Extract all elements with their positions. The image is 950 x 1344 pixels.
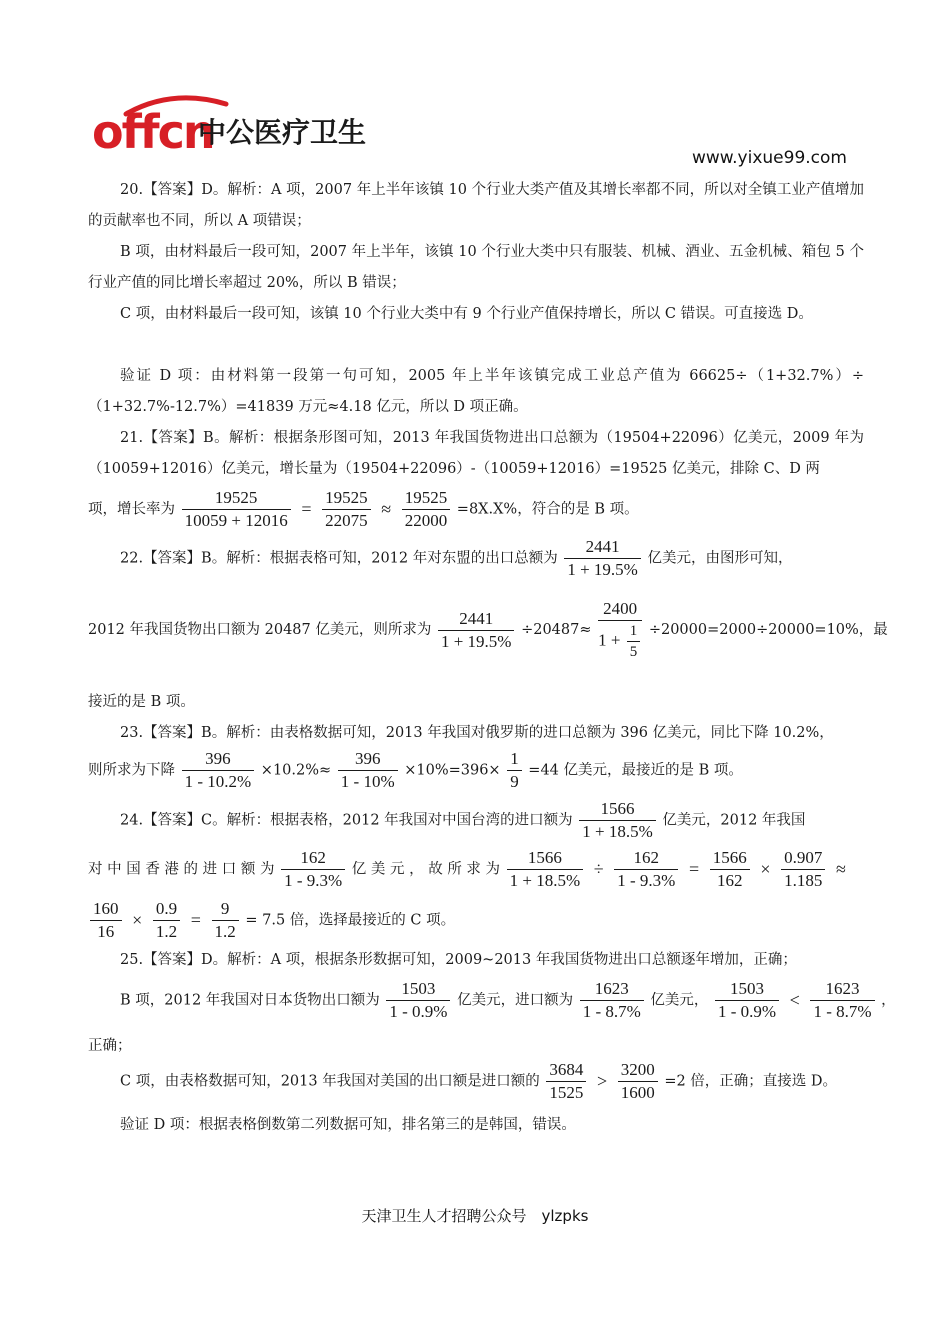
q24-times-2: × [132,910,143,930]
q24-mid2: 亿 美 元 ， 故 所 求 为 [351,861,501,878]
q22-nested-fraction: $\frac{1}{5}$ [627,621,641,662]
q24-fraction-2: $\frac{162}{1 - 9.3\%}$ [281,847,345,892]
q22-mid: 亿美元，由图形可知， [647,550,793,567]
q25-fraction-2: $\frac{1623}{1 - 8.7\%}$ [580,978,644,1023]
q23-fraction-2: $\frac{396}{1 - 10\%}$ [338,748,398,793]
q24-lead: 24.【答案】C。解析：根据表格，2012 年我国对中国台湾的进口额为 [120,812,573,829]
q24-fraction-4: $\frac{162}{1 - 9.3\%}$ [614,847,678,892]
q21-approx: ≈ [381,499,392,519]
q24-tail: = 7.5 倍，选择最接近的 C 项。 [245,912,456,929]
q24-line-1 [120,798,805,843]
q24-fraction-7: $\frac{160}{16}$ [90,898,122,943]
q25-fraction-3: $\frac{1503}{1 - 0.9\%}$ [715,978,779,1023]
q25-lead: B 项，2012 年我国对日本货物出口额为 [120,992,380,1009]
q25-lt: < [789,990,800,1010]
q25-lead-c: C 项，由表格数据可知，2013 年我国对美国的出口额是进口额的 [120,1073,540,1090]
q20-paragraph-2: B 项，由材料最后一段可知，2007 年上半年，该镇 10 个行业大类中只有服装、机械、酒业、五金机械、箱包 5 个行业产值的同比增长率超过 20%，所以 B 错误； [88,244,864,291]
q21-fraction-1: $\frac{19525}{10059 + 12016}$ [182,487,291,532]
q21-fraction-3: $\frac{19525}{22000}$ [402,487,451,532]
q25-line-c [120,1059,837,1104]
q25-tail-c: =2 倍，正确；直接选 D。 [664,1073,838,1090]
q23-paragraph-1: 23.【答案】B。解析：由表格数据可知，2013 年我国对俄罗斯的进口总额为 396 亿美元，同比下降 10.2%， [120,725,834,741]
q22-lead: 22.【答案】B。解析：根据表格可知，2012 年对东盟的出口总额为 [120,550,558,567]
q23-op1: ×10.2%≈ [260,762,332,779]
logo-cn-text: 中公医疗卫生 [198,116,367,149]
q24-div: ÷ [593,859,604,879]
q24-eq: = [688,859,700,879]
q21-formula-line [88,487,639,532]
site-url: www.yixue99.com [692,148,847,168]
q24-eq-2: = [190,910,201,930]
q20-paragraph-4: 验证 D 项：由材料第一段第一句可知，2005 年上半年该镇完成工业总产值为 66625÷（1+32.7%）÷（1+32.7%-12.7%）=41839 万元≈4.18 亿元，所以 D 项正确。 [88,368,864,415]
q24-fraction-3: $\frac{1566}{1 + 18.5\%}$ [507,847,584,892]
q24-approx: ≈ [835,859,846,879]
q24-line-2 [88,847,850,892]
q24-fraction-5: $\frac{1566}{162}$ [710,847,750,892]
q23-op2: ×10%=396× [404,762,501,779]
q24-fraction-9: $\frac{9}{1.2}$ [212,898,239,943]
q25-comma: ， [881,992,896,1009]
q25-line-b [120,978,896,1023]
q24-fraction-1: $\frac{1566}{1 + 18.5\%}$ [579,798,656,843]
q25-mid2: 亿美元， [650,992,709,1009]
q24-fraction-8: $\frac{0.9}{1.2}$ [153,898,180,943]
q22-line-2 [88,598,888,662]
q25-gt: > [596,1071,608,1091]
q20-paragraph-3: C 项，由材料最后一段可知，该镇 10 个行业大类中有 9 个行业产值保持增长，所以 C 错误。可直接选 D。 [120,306,813,322]
q21-lead: 项，增长率为 [88,501,175,518]
q24-lead2: 对 中 国 香 港 的 进 口 额 为 [88,861,275,878]
q25-fraction-4: $\frac{1623}{1 - 8.7\%}$ [810,978,874,1023]
q22-op1: ÷20487≈ [521,622,592,638]
q22-fraction-3: 2400 1 + $\frac{1}{5}$ [598,598,642,662]
q22-fraction-2: $\frac{2441}{1 + 19.5\%}$ [438,608,515,653]
q22-end: 接近的是 B 项。 [88,694,195,710]
q23-formula-line [88,748,743,793]
q25-fraction-5: $\frac{3684}{1525}$ [546,1059,586,1104]
q24-line-3 [88,898,455,943]
q23-tail: =44 亿美元，最接近的是 B 项。 [528,762,743,779]
q24-times: × [760,859,771,879]
logo-brand-text: offcn [92,105,214,159]
q25-fraction-6: $\frac{3200}{1600}$ [618,1059,658,1104]
q24-fraction-6: $\frac{0.907}{1.185}$ [781,847,825,892]
q22-line-1 [120,536,792,581]
q25-verify: 验证 D 项：根据表格倒数第二列数据可知，排名第三的是韩国，错误。 [120,1117,576,1133]
q22-lead2: 2012 年我国货物出口额为 20487 亿美元，则所求为 [88,622,432,638]
q21-paragraph-1: 21.【答案】B。解析：根据条形图可知，2013 年我国货物进出口总额为（19504+22096）亿美元，2009 年为（10059+12016）亿美元，增长量为（19504+22096）-（10059+12016）=19525 亿美元，排除 C、D 两 [88,430,864,477]
q20-paragraph-1: 20.【答案】D。解析：A 项，2007 年上半年该镇 10 个行业大类产值及其增长率都不同，所以对全镇工业产值增加的贡献率也不同，所以 A 项错误； [88,182,864,229]
q22-tail: ÷20000=2000÷20000=10%，最 [648,622,888,638]
q23-fraction-3: $\frac{1}{9}$ [507,748,522,793]
q22-fraction-1: $\frac{2441}{1 + 19.5\%}$ [564,536,641,581]
q25-mid1: 亿美元，进口额为 [457,992,574,1009]
q23-fraction-1: $\frac{396}{1 - 10.2\%}$ [182,748,255,793]
q21-eq: = [301,499,312,519]
q24-mid: 亿美元，2012 年我国 [662,812,806,829]
q23-lead: 则所求为下降 [88,762,175,779]
footer-text: 天津卫生人才招聘公众号 ylzpks [361,1207,589,1225]
q21-fraction-2: $\frac{19525}{22075}$ [322,487,371,532]
q25-fraction-1: $\frac{1503}{1 - 0.9\%}$ [386,978,450,1023]
q25-paragraph-1: 25.【答案】D。解析：A 项，根据条形数据可知，2009~2013 年我国货物进出口总额逐年增加，正确； [120,952,797,968]
q25-correct: 正确； [88,1038,132,1054]
q21-tail: =8X.X%，符合的是 B 项。 [456,501,639,518]
